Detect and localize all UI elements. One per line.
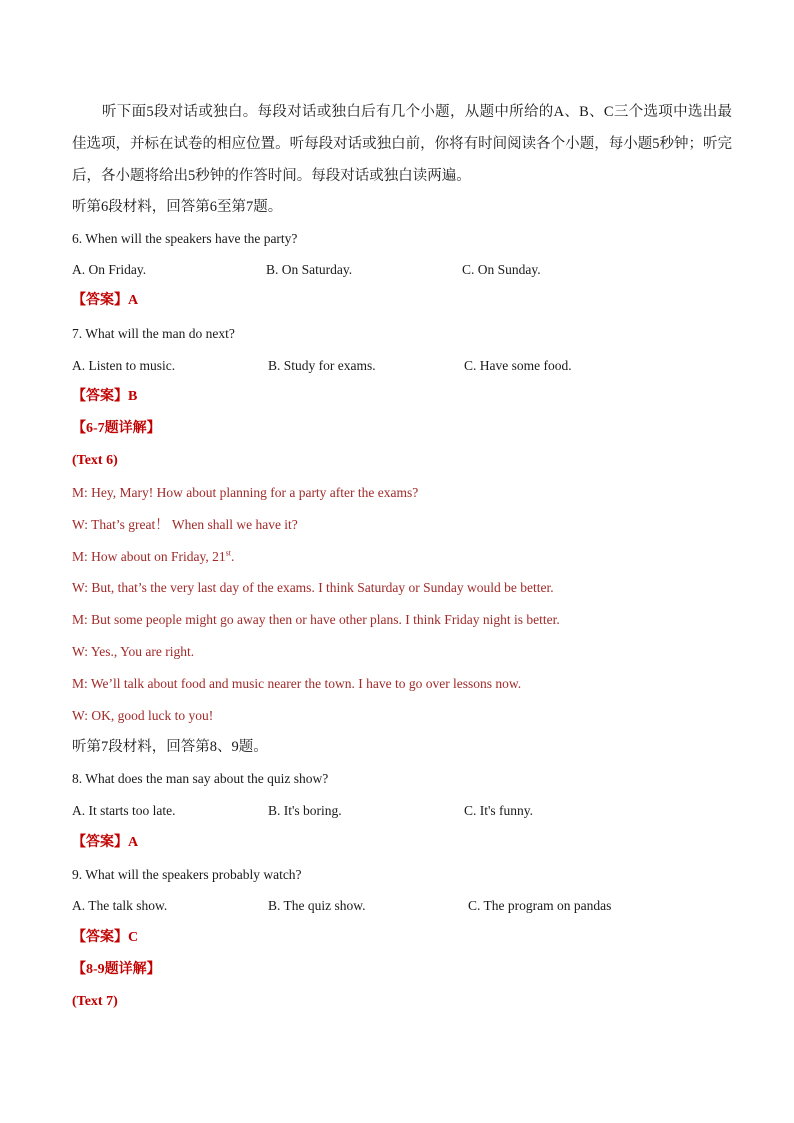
q9-answer (72, 929, 138, 947)
instructions-text: 听下面5段对话或独白。每段对话或独白后有几个小题，从题中所给的A、B、C三个选项中选出最佳选项，并标在试卷的相应位置。听每段对话或独白前，你将有时间阅读各个小题，每小题5秒钟；听完后，各小题将给出5秒钟的作答时间。每段对话或独白读两遍。 (72, 104, 732, 184)
dialogue-line-end: . (230, 549, 235, 564)
answer-label: 【答案】 (72, 835, 128, 850)
q6-option-a: A. On Friday. (72, 262, 147, 277)
dialogue-line: M: We’ll talk about food and music nearer the town. I have to go over lessons now. (72, 676, 522, 691)
q6-answer (72, 292, 138, 310)
q9-option-a: A. The talk show. (72, 898, 168, 913)
answer-label: 【答案】 (72, 389, 128, 404)
answer-value: B (128, 389, 138, 404)
dialogue-line (72, 548, 234, 566)
text-7-label: (Text 7) (72, 994, 118, 1009)
q7-answer (72, 388, 137, 406)
answer-value: A (128, 835, 139, 850)
text-6-label: (Text 6) (72, 453, 118, 468)
q7-option-a: A. Listen to music. (72, 358, 176, 373)
question-6: 6. When will the speakers have the party? (72, 231, 298, 246)
q8-answer (72, 834, 138, 852)
answer-value: C (128, 930, 139, 945)
dialogue-line: M: Hey, Mary! How about planning for a party after the exams? (72, 485, 419, 500)
q8-option-b: B. It's boring. (268, 803, 342, 818)
q8-option-a: A. It starts too late. (72, 803, 176, 818)
section-header-text7: 听第7段材料，回答第8、9题。 (72, 739, 268, 755)
answer-value: A (128, 293, 139, 308)
dialogue-line: W: Yes., You are right. (72, 644, 195, 659)
question-8: 8. What does the man say about the quiz show? (72, 771, 329, 786)
answer-label: 【答案】 (72, 930, 128, 945)
instructions-paragraph (72, 96, 732, 192)
detail-heading-6-7: 【6-7题详解】 (72, 421, 161, 436)
q9-option-b: B. The quiz show. (268, 898, 366, 913)
question-9: 9. What will the speakers probably watch? (72, 867, 302, 882)
q7-option-c: C. Have some food. (464, 358, 572, 373)
section-header-text6: 听第6段材料，回答第6至第7题。 (72, 199, 283, 215)
q8-option-c: C. It's funny. (464, 803, 534, 818)
question-7: 7. What will the man do next? (72, 326, 235, 341)
answer-label: 【答案】 (72, 293, 128, 308)
q7-option-b: B. Study for exams. (268, 358, 376, 373)
dialogue-line: W: OK, good luck to you! (72, 708, 214, 723)
q6-option-b: B. On Saturday. (266, 262, 353, 277)
dialogue-line: M: But some people might go away then or have other plans. I think Friday night is better. (72, 612, 560, 627)
ordinal-suffix: st (225, 548, 231, 558)
dialogue-line-text: M: How about on Friday, 21 (72, 549, 226, 564)
dialogue-line: W: But, that’s the very last day of the exams. I think Saturday or Sunday would be better. (72, 580, 554, 595)
dialogue-line: W: That’s great！ When shall we have it? (72, 517, 298, 532)
q6-option-c: C. On Sunday. (462, 262, 541, 277)
detail-heading-8-9: 【8-9题详解】 (72, 962, 161, 977)
q9-option-c: C. The program on pandas (468, 898, 612, 913)
